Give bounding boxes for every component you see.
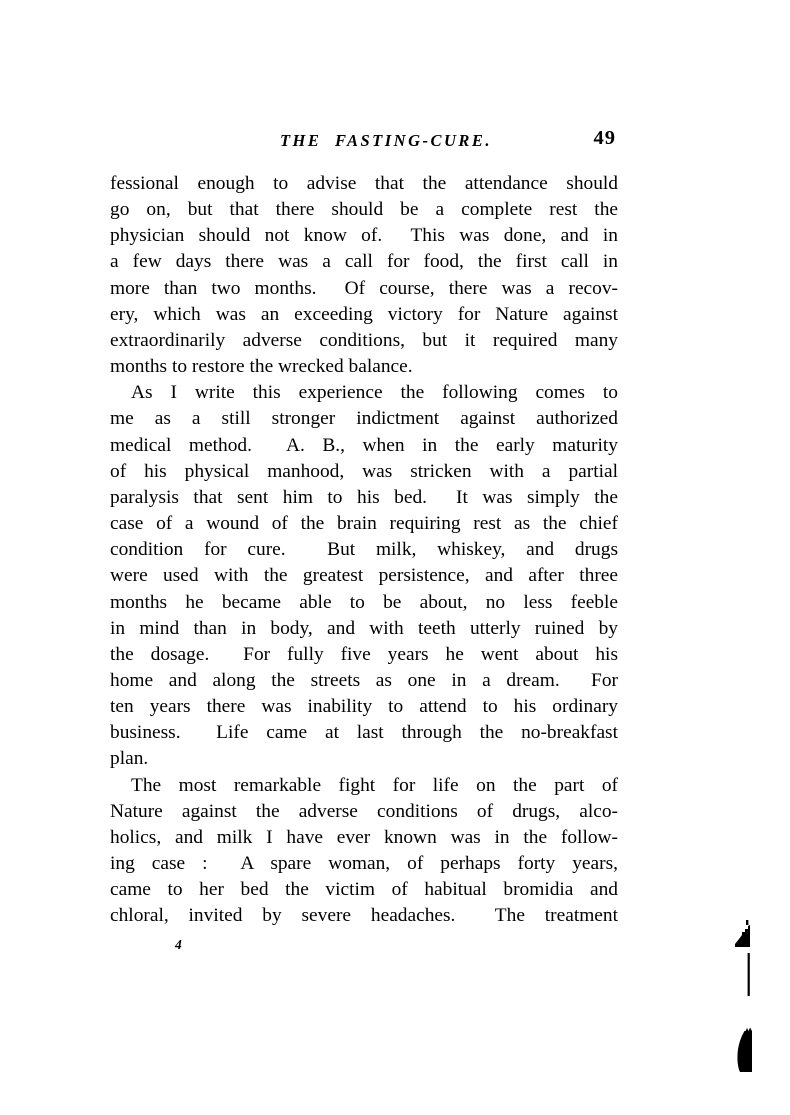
text-line: The most remarkable fight for life on the part of xyxy=(131,774,618,796)
page-number: 49 xyxy=(593,127,616,149)
text-line: holics, and milk I have ever known was in the follow- xyxy=(110,826,618,848)
scan-artifact-vertical-line xyxy=(748,953,750,996)
text-line: business. Life came at last through the no-breakfast xyxy=(110,722,618,744)
text-line: As I write this experience the following comes to xyxy=(131,382,618,404)
text-line: me as a still stronger indictment against authorized xyxy=(110,408,618,430)
text-line: months he became able to be about, no less feeble xyxy=(110,591,618,613)
text-line: Nature against the adverse conditions of drugs, alco- xyxy=(110,800,618,822)
text-line: case of a wound of the brain requiring rest as the chief xyxy=(110,513,618,535)
scan-artifact-flag-mark xyxy=(735,920,750,947)
text-line: more than two months. Of course, there was a recov- xyxy=(110,277,618,299)
text-line: were used with the greatest persistence, and after three xyxy=(110,565,618,587)
text-line: physician should not know of. This was done, and in xyxy=(110,225,618,247)
text-line: ing case : A spare woman, of perhaps forty years, xyxy=(110,853,618,875)
text-line: a few days there was a call for food, the first call in xyxy=(110,251,618,273)
running-header xyxy=(110,127,618,157)
text-line: in mind than in body, and with teeth utterly ruined by xyxy=(110,617,618,639)
text-line: months to restore the wrecked balance. xyxy=(110,356,413,378)
text-line: extraordinarily adverse conditions, but it required many xyxy=(110,329,618,351)
text-line: ten years there was inability to attend to his ordinary xyxy=(110,696,618,718)
body-text xyxy=(110,171,618,930)
signature-mark: 4 xyxy=(175,937,182,952)
text-line: chloral, invited by severe headaches. The treatment xyxy=(110,905,618,927)
text-line: ery, which was an exceeding victory for Nature against xyxy=(110,303,618,325)
text-line: paralysis that sent him to his bed. It was simply the xyxy=(110,486,618,508)
running-header-title: THE FASTING-CURE. xyxy=(279,131,493,150)
text-line: plan. xyxy=(110,748,149,770)
text-line: condition for cure. But milk, whiskey, and drugs xyxy=(110,539,618,561)
text-line: came to her bed the victim of habitual bromidia and xyxy=(110,879,618,901)
text-line: go on, but that there should be a complete rest the xyxy=(110,199,618,221)
text-line: medical method. A. B., when in the early maturity xyxy=(110,434,618,456)
text-line: the dosage. For fully five years he went about his xyxy=(110,643,618,665)
text-line: of his physical manhood, was stricken with a partial xyxy=(110,460,618,482)
scan-artifact-ink-blot xyxy=(737,1028,752,1073)
text-line: home and along the streets as one in a dream. For xyxy=(110,669,618,691)
text-line: fessional enough to advise that the attendance should xyxy=(110,173,618,194)
